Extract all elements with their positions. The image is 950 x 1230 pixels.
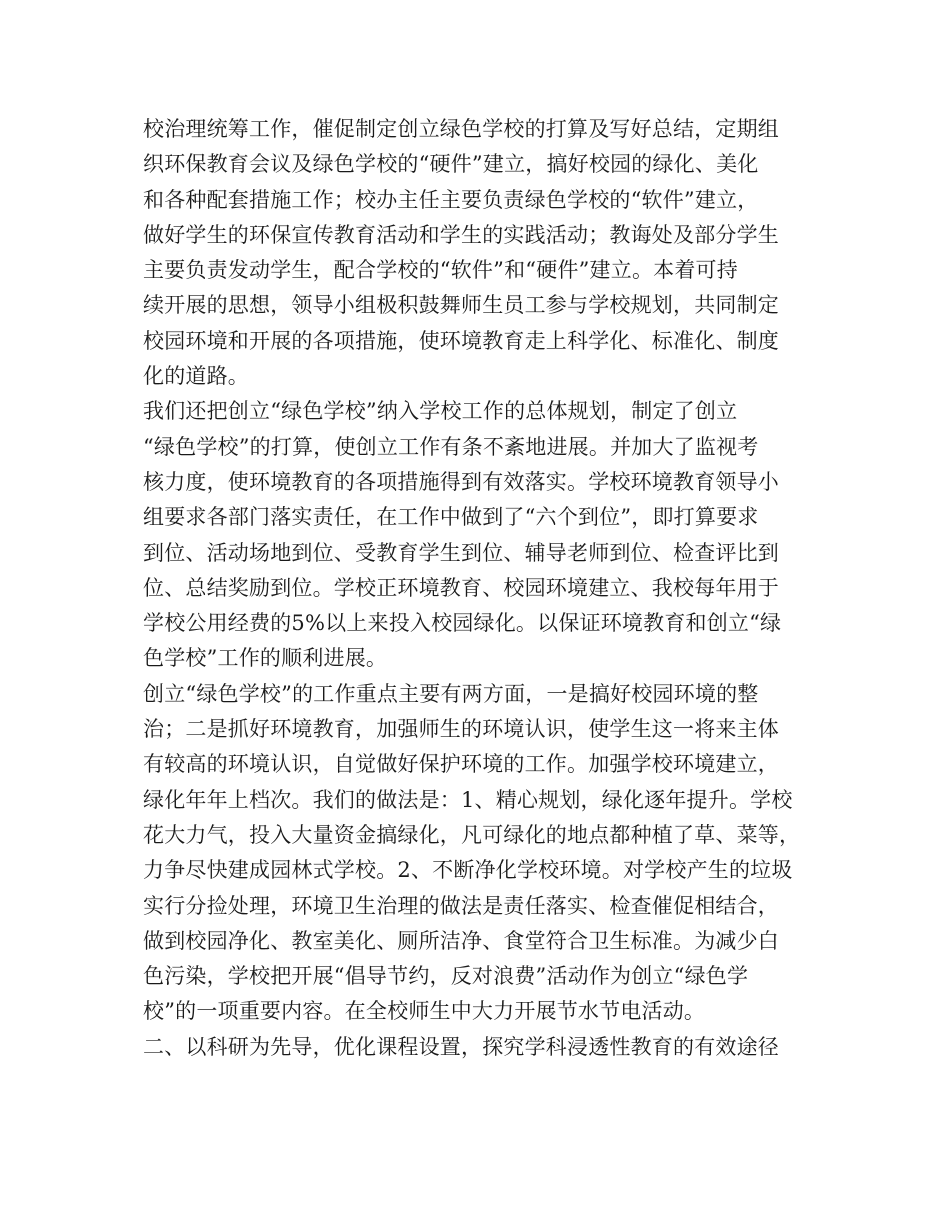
document-body <box>143 112 833 1065</box>
text-line: 校园环境和开展的各项措施，使环境教育走上科学化、标准化、制度 <box>143 328 779 353</box>
text-line: 化的道路。 <box>143 364 249 389</box>
text-line: 校”的一项重要内容。在全校师生中大力开展节水节电活动。 <box>143 999 706 1024</box>
text-line: “绿色学校”的打算，使创立工作有条不紊地进展。并加大了监视考 <box>143 434 759 459</box>
text-line: 织环保教育会议及绿色学校的“硬件”建立，搞好校园的绿化、美化 <box>143 152 759 177</box>
section-heading: 二、以科研为先导，优化课程设置，探究学科浸透性教育的有效途径 <box>143 1034 779 1059</box>
text-line: 核力度，使环境教育的各项措施得到有效落实。学校环境教育领导小 <box>143 469 779 494</box>
text-line: 主要负责发动学生，配合学校的“软件”和“硬件”建立。本着可持 <box>143 258 738 283</box>
text-line: 实行分捡处理，环境卫生治理的做法是责任落实、检查催促相结合， <box>143 893 779 918</box>
text-line: 续开展的思想，领导小组极积鼓舞师生员工参与学校规划，共同制定 <box>143 293 779 318</box>
text-line: 我们还把创立“绿色学校”纳入学校工作的总体规划，制定了创立 <box>143 399 738 424</box>
text-line: 治；二是抓好环境教育，加强师生的环境认识，使学生这一将来主体 <box>143 717 779 742</box>
text-line: 位、总结奖励到位。学校正环境教育、校园环境建立、我校每年用于 <box>143 575 779 600</box>
text-line: 花大力气，投入大量资金搞绿化，凡可绿化的地点都种植了草、菜等， <box>143 822 801 847</box>
text-line: 到位、活动场地到位、受教育学生到位、辅导老师到位、检查评比到 <box>143 540 779 565</box>
text-line: 做到校园净化、教室美化、厕所洁净、食堂符合卫生标准。为减少白 <box>143 928 779 953</box>
text-line: 绿化年年上档次。我们的做法是：1、精心规划，绿化逐年提升。学校 <box>143 787 793 812</box>
text-line: 学校公用经费的5%以上来投入校园绿化。以保证环境教育和创立“绿 <box>143 611 782 636</box>
text-line: 色污染，学校把开展“倡导节约，反对浪费”活动作为创立“绿色学 <box>143 964 749 989</box>
text-line: 创立“绿色学校”的工作重点主要有两方面，一是搞好校园环境的整 <box>143 681 759 706</box>
text-line: 做好学生的环保宣传教育活动和学生的实践活动；教诲处及部分学生 <box>143 222 779 247</box>
text-line: 和各种配套措施工作；校办主任主要负责绿色学校的“软件”建立， <box>143 187 759 212</box>
text-line: 校治理统筹工作，催促制定创立绿色学校的打算及写好总结，定期组 <box>143 117 779 141</box>
text-line: 组要求各部门落实责任，在工作中做到了“六个到位”，即打算要求 <box>143 505 759 530</box>
text-line: 有较高的环境认识，自觉做好保护环境的工作。加强学校环境建立， <box>143 752 779 777</box>
text-line: 色学校”工作的顺利进展。 <box>143 646 388 671</box>
text-line: 力争尽快建成园林式学校。2、不断净化学校环境。对学校产生的垃圾 <box>143 858 793 883</box>
